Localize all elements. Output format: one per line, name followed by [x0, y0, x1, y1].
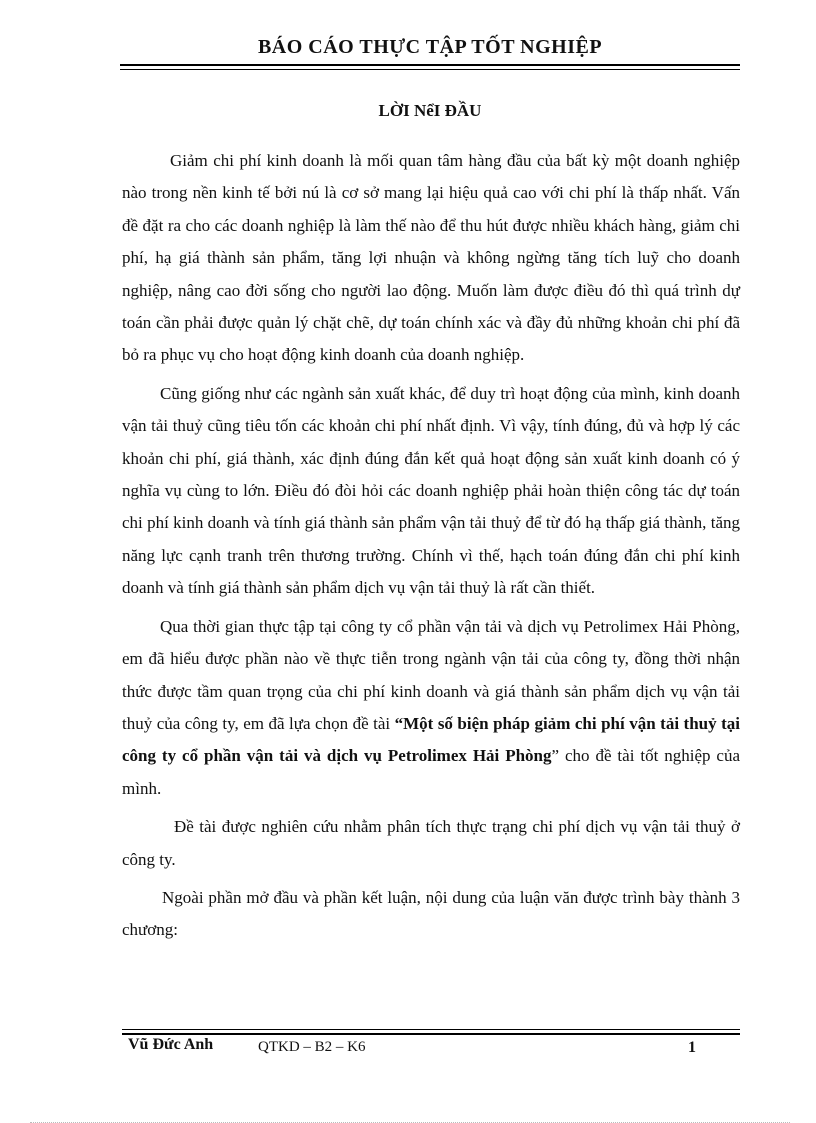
- thesis-title: “Một số biện pháp giảm chi phí vận tải thuỷ tại công ty cổ phần vận tải và dịch vụ Petrolimex Hải Phòng: [122, 713, 740, 766]
- paragraph-3: [122, 611, 740, 805]
- footer-rule-thin: [122, 1029, 740, 1030]
- paragraph-2: Cũng giống như các ngành sản xuất khác, để duy trì hoạt động của mình, kinh doanh vận tải thuỷ cũng tiêu tốn các khoản chi phí nhất định. Vì vậy, tính đúng, đủ và hợp lý các khoản chi phí, giá thành, xác định đúng đắn kết quả hoạt động sản xuất kinh doanh có ý nghĩa vụ cùng to lớn. Điều đó đòi hỏi các doanh nghiệp phải hoàn thiện công tác dự toán chi phí kinh doanh và tính giá thành sản phẩm vận tải thuỷ để từ đó hạ thấp giá thành, tăng năng lực cạnh tranh trên thương trường. Chính vì thế, hạch toán đúng đắn chi phí kinh doanh và tính giá thành sản phẩm dịch vụ vận tải thuỷ là rất cần thiết.: [122, 383, 740, 598]
- document-body: [122, 145, 740, 953]
- footer-class-code: QTKD – B2 – K6: [258, 1039, 366, 1055]
- header-rule-thick: [120, 64, 740, 66]
- section-heading: LỜI NểI ĐẦU: [378, 101, 482, 120]
- page-number: 1: [688, 1039, 696, 1056]
- paragraph-4: Đề tài được nghiên cứu nhằm phân tích thực trạng chi phí dịch vụ vận tải thuỷ ở công ty.: [122, 817, 740, 869]
- page-header-title: BÁO CÁO THỰC TẬP TỐT NGHIỆP: [257, 36, 603, 58]
- paragraph-5: Ngoài phần mở đầu và phần kết luận, nội dung của luận văn được trình bày thành 3 chương:: [122, 887, 740, 940]
- header-rule-thin: [120, 69, 740, 70]
- footer-rule-thick: [122, 1033, 740, 1035]
- paragraph-3-end: ” cho đề tài tốt nghiệp của mình.: [122, 746, 741, 798]
- paragraph-1: Giảm chi phí kinh doanh là mối quan tâm hàng đầu của bất kỳ một doanh nghiệp nào trong nền kinh tế bởi nú là cơ sở mang lại hiệu quả cao với chi phí là thấp nhất. Vấn đề đặt ra cho các doanh nghiệp là làm thế nào để thu hút được nhiều khách hàng, giảm chi phí, hạ giá thành sản phẩm, tăng lợi nhuận và không ngừng tăng tích luỹ cho doanh nghiệp, nâng cao đời sống cho người lao động. Muốn làm được điều đó thì quá trình dự toán cần phải được quản lý chặt chẽ, dự toán chính xác và đầy đủ những khoản chi phí đã bỏ ra phục vụ cho hoạt động kinh doanh của doanh nghiệp.: [122, 151, 740, 365]
- footer-author: Vũ Đức Anh: [128, 1036, 214, 1053]
- paragraph-3-intro: Qua thời gian thực tập tại công ty cổ phần vận tải và dịch vụ Petrolimex Hải Phòng, em đã hiểu được phần nào về thực tiễn trong ngành vận tải của công ty, đồng thời nhận thức được tầm quan trọng của chi phí kinh doanh và giá thành sản phẩm dịch vụ vận tải thuỷ của công ty, em đã lựa chọn đề tài: [122, 616, 740, 733]
